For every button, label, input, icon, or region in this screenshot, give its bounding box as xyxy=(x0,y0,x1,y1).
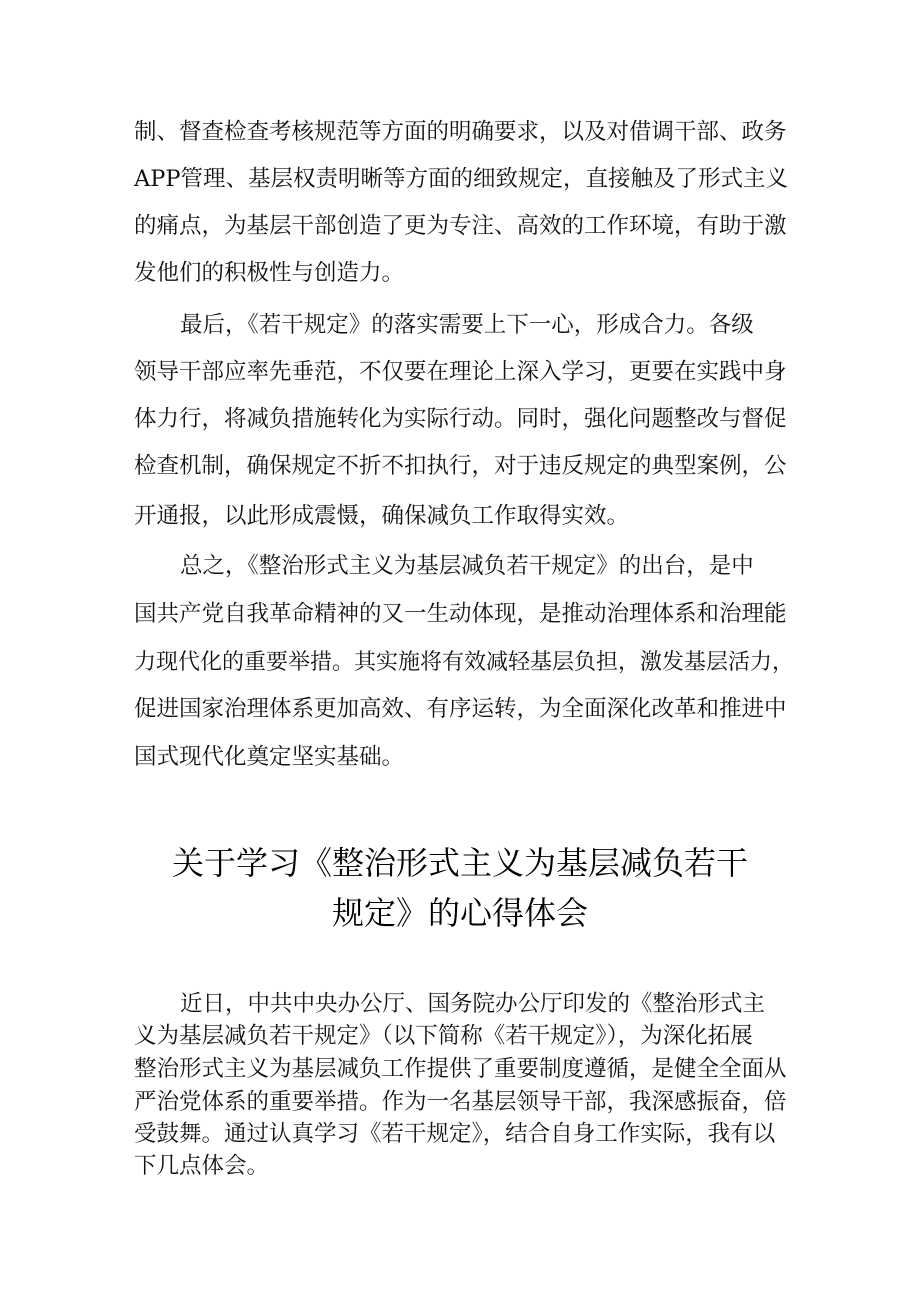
intro-line-1: 近日，中共中央办公厅、国务院办公厅印发的《整治形式主 xyxy=(180,991,766,1017)
intro-line-5: 受鼓舞。通过认真学习《若干规定》，结合自身工作实际，我有以 xyxy=(134,1121,776,1147)
paragraph-3-line-5: 国式现代化奠定坚实基础。 xyxy=(134,744,405,770)
paragraph-1-line-3: 的痛点，为基层干部创造了更为专注、高效的工作环境，有助于激 xyxy=(134,213,787,239)
intro-line-3: 整治形式主义为基层减负工作提供了重要制度遵循，是健全全面从 xyxy=(134,1056,787,1082)
intro-line-4: 严治党体系的重要举措。作为一名基层领导干部，我深感振奋，倍 xyxy=(134,1089,787,1115)
paragraph-3-line-3: 力现代化的重要举措。其实施将有效减轻基层负担，激发基层活力， xyxy=(134,650,795,675)
paragraph-2-line-1: 最后，《若干规定》的落实需要上下一心，形成合力。各级 xyxy=(180,312,754,338)
paragraph-2-line-4: 检查机制，确保规定不折不扣执行，对于违反规定的典型案例，公 xyxy=(134,453,787,479)
paragraph-2-line-3: 体力行，将减负措施转化为实际行动。同时，强化问题整改与督促 xyxy=(134,406,787,432)
paragraph-2-line-5: 开通报，以此形成震慑，确保减负工作取得实效。 xyxy=(134,503,630,529)
article-title-line-1: 关于学习《整治形式主义为基层减负若干 xyxy=(171,844,748,882)
paragraph-1-line-4: 发他们的积极性与创造力。 xyxy=(134,260,405,286)
paragraph-3-line-2: 国共产党自我革命精神的又一生动体现，是推动治理体系和治理能 xyxy=(134,601,787,627)
intro-line-2: 义为基层减负若干规定》（以下简称《若干规定》），为深化拓展 xyxy=(134,1023,753,1049)
article-title-line-2: 规定》的心得体会 xyxy=(331,894,588,932)
intro-line-6: 下几点体会。 xyxy=(134,1153,270,1179)
paragraph-3-line-1: 总之，《整治形式主义为基层减负若干规定》的出台，是中 xyxy=(180,553,754,579)
paragraph-3-line-4: 促进国家治理体系更加高效、有序运转，为全面深化改革和推进中 xyxy=(134,696,787,722)
paragraph-1-line-1: 制、督查检查考核规范等方面的明确要求，以及对借调干部、政务 xyxy=(134,119,787,145)
paragraph-1-line-2: APP管理、基层权责明晰等方面的细致规定，直接触及了形式主义 xyxy=(134,166,789,192)
paragraph-2-line-2: 领导干部应率先垂范，不仅要在理论上深入学习，更要在实践中身 xyxy=(134,359,787,385)
